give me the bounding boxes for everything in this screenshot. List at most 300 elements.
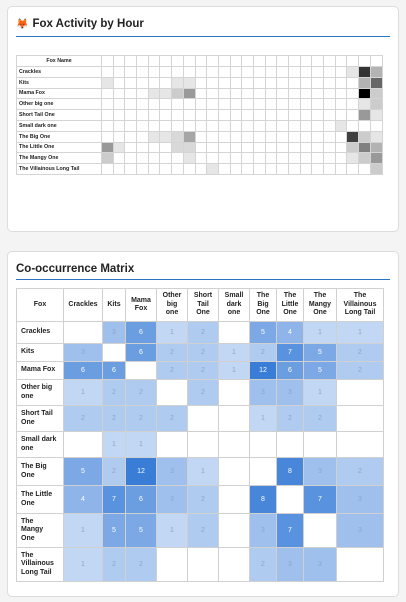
heatmap-row	[17, 131, 383, 142]
heatmap-cell	[230, 88, 242, 99]
heatmap-cell	[370, 120, 382, 131]
heatmap-cell	[324, 153, 336, 164]
matrix-cell	[219, 380, 250, 406]
heatmap-cell	[289, 110, 301, 121]
heatmap-cell	[230, 120, 242, 131]
heatmap-cell	[312, 131, 324, 142]
matrix-cell: 1	[188, 458, 219, 486]
matrix-cell: 2	[103, 548, 126, 582]
heatmap-cell	[289, 142, 301, 153]
heatmap-cell	[125, 110, 137, 121]
heatmap-cell	[253, 88, 265, 99]
activity-title-rule	[16, 36, 390, 37]
heatmap-cell	[195, 110, 207, 121]
heatmap-cell	[230, 77, 242, 88]
matrix-cell	[337, 380, 384, 406]
matrix-cell: 2	[64, 406, 103, 432]
heatmap-row	[17, 164, 383, 175]
matrix-cell	[188, 406, 219, 432]
matrix-cell: 6	[126, 322, 157, 344]
heatmap-cell	[183, 77, 195, 88]
heatmap-cell	[265, 99, 277, 110]
matrix-cell: 7	[304, 486, 337, 514]
heatmap-cell	[195, 164, 207, 175]
matrix-cell: 2	[103, 406, 126, 432]
matrix-cell: 3	[250, 514, 277, 548]
matrix-row-header: Crackles	[17, 322, 64, 344]
heatmap-cell	[137, 164, 149, 175]
heatmap-cell	[370, 164, 382, 175]
heatmap-cell	[347, 164, 359, 175]
heatmap-cell	[277, 142, 289, 153]
heatmap-cell	[347, 110, 359, 121]
heatmap-cell	[359, 67, 371, 78]
heatmap-cell	[207, 131, 219, 142]
heatmap-cell	[300, 142, 312, 153]
matrix-cell: 3	[277, 548, 304, 582]
heatmap-cell	[289, 77, 301, 88]
heatmap-hour-header	[102, 56, 114, 67]
heatmap-cell	[242, 88, 254, 99]
matrix-cell	[219, 322, 250, 344]
heatmap-cell	[148, 131, 160, 142]
matrix-row-header: The Mangy One	[17, 514, 64, 548]
heatmap-row	[17, 99, 383, 110]
heatmap-cell	[253, 153, 265, 164]
heatmap-cell	[289, 164, 301, 175]
matrix-cell: 6	[126, 344, 157, 362]
matrix-row	[17, 380, 384, 406]
heatmap-cell	[148, 120, 160, 131]
heatmap-cell	[335, 67, 347, 78]
heatmap-cell	[324, 164, 336, 175]
heatmap-cell	[253, 77, 265, 88]
heatmap-cell	[113, 99, 125, 110]
matrix-cell: 5	[304, 344, 337, 362]
heatmap-fox-name: Other big one	[17, 99, 102, 110]
heatmap-cell	[242, 99, 254, 110]
matrix-cell	[157, 432, 188, 458]
heatmap-cell	[218, 99, 230, 110]
heatmap-cell	[242, 153, 254, 164]
heatmap-cell	[102, 110, 114, 121]
matrix-cell	[126, 362, 157, 380]
heatmap-cell	[102, 164, 114, 175]
heatmap-cell	[300, 67, 312, 78]
heatmap-row	[17, 153, 383, 164]
matrix-cell: 2	[337, 344, 384, 362]
heatmap-hour-header	[265, 56, 277, 67]
heatmap-hour-header	[335, 56, 347, 67]
heatmap-cell	[207, 88, 219, 99]
heatmap-cell	[335, 88, 347, 99]
heatmap-cell	[359, 120, 371, 131]
cooccurrence-title: Co-occurrence Matrix	[16, 263, 135, 275]
matrix-cell	[219, 514, 250, 548]
matrix-cell: 2	[188, 322, 219, 344]
heatmap-cell	[242, 120, 254, 131]
matrix-cell: 3	[304, 548, 337, 582]
heatmap-cell	[183, 142, 195, 153]
matrix-cell: 7	[277, 344, 304, 362]
heatmap-cell	[125, 120, 137, 131]
matrix-cell: 5	[304, 362, 337, 380]
heatmap-cell	[324, 120, 336, 131]
heatmap-row	[17, 142, 383, 153]
heatmap-cell	[137, 77, 149, 88]
matrix-cell	[304, 514, 337, 548]
matrix-cell: 7	[277, 514, 304, 548]
heatmap-cell	[113, 131, 125, 142]
heatmap-hour-header	[160, 56, 172, 67]
heatmap-cell	[183, 67, 195, 78]
heatmap-cell	[370, 131, 382, 142]
heatmap-hour-header	[253, 56, 265, 67]
matrix-cell	[277, 486, 304, 514]
heatmap-hour-header	[172, 56, 184, 67]
heatmap-cell	[218, 88, 230, 99]
matrix-cell: 1	[103, 432, 126, 458]
heatmap-cell	[242, 142, 254, 153]
matrix-cell	[277, 432, 304, 458]
heatmap-cell	[113, 67, 125, 78]
heatmap-hour-header	[113, 56, 125, 67]
matrix-cell: 2	[188, 344, 219, 362]
matrix-cell: 2	[103, 458, 126, 486]
heatmap-cell	[242, 131, 254, 142]
heatmap-cell	[148, 88, 160, 99]
heatmap-cell	[359, 88, 371, 99]
heatmap-cell	[265, 77, 277, 88]
heatmap-cell	[172, 120, 184, 131]
heatmap-cell	[324, 67, 336, 78]
heatmap-row	[17, 110, 383, 121]
heatmap-cell	[195, 131, 207, 142]
heatmap-hour-header	[207, 56, 219, 67]
heatmap-hour-header	[289, 56, 301, 67]
heatmap-cell	[277, 164, 289, 175]
heatmap-cell	[300, 153, 312, 164]
heatmap-cell	[312, 88, 324, 99]
activity-card	[7, 6, 399, 232]
matrix-cell: 2	[337, 362, 384, 380]
heatmap-cell	[218, 67, 230, 78]
heatmap-cell	[289, 153, 301, 164]
heatmap-cell	[277, 77, 289, 88]
heatmap-cell	[335, 120, 347, 131]
matrix-column-header: The Little One	[277, 289, 304, 322]
matrix-row	[17, 344, 384, 362]
heatmap-cell	[253, 110, 265, 121]
heatmap-fox-name: The Villainous Long Tail	[17, 164, 102, 175]
heatmap-cell	[207, 99, 219, 110]
heatmap-cell	[359, 99, 371, 110]
heatmap-cell	[148, 153, 160, 164]
heatmap-cell	[265, 153, 277, 164]
matrix-row	[17, 432, 384, 458]
heatmap-cell	[148, 99, 160, 110]
heatmap-cell	[230, 153, 242, 164]
matrix-cell	[157, 548, 188, 582]
heatmap-cell	[265, 88, 277, 99]
heatmap-cell	[347, 120, 359, 131]
matrix-cell: 8	[250, 486, 277, 514]
heatmap-hour-header	[230, 56, 242, 67]
heatmap-cell	[359, 77, 371, 88]
heatmap-cell	[230, 164, 242, 175]
heatmap-cell	[370, 153, 382, 164]
matrix-row-header: The Little One	[17, 486, 64, 514]
matrix-cell: 8	[277, 458, 304, 486]
matrix-cell: 1	[304, 380, 337, 406]
heatmap-hour-header	[300, 56, 312, 67]
heatmap-cell	[137, 142, 149, 153]
heatmap-cell	[312, 142, 324, 153]
matrix-cell: 6	[277, 362, 304, 380]
heatmap-cell	[359, 142, 371, 153]
heatmap-cell	[289, 67, 301, 78]
matrix-column-header: Other big one	[157, 289, 188, 322]
heatmap-cell	[207, 77, 219, 88]
matrix-cell: 3	[250, 380, 277, 406]
heatmap-cell	[324, 142, 336, 153]
heatmap-cell	[324, 99, 336, 110]
heatmap-cell	[125, 142, 137, 153]
heatmap-cell	[253, 164, 265, 175]
heatmap-cell	[312, 164, 324, 175]
heatmap-cell	[277, 153, 289, 164]
heatmap-cell	[172, 131, 184, 142]
heatmap-cell	[218, 120, 230, 131]
heatmap-cell	[102, 88, 114, 99]
heatmap-cell	[125, 77, 137, 88]
heatmap-cell	[312, 120, 324, 131]
matrix-cell: 5	[126, 514, 157, 548]
heatmap-cell	[160, 131, 172, 142]
heatmap-cell	[265, 110, 277, 121]
matrix-cell: 1	[337, 322, 384, 344]
heatmap-cell	[253, 67, 265, 78]
heatmap-cell	[160, 99, 172, 110]
heatmap-cell	[347, 142, 359, 153]
heatmap-cell	[253, 99, 265, 110]
matrix-cell: 1	[64, 514, 103, 548]
matrix-row	[17, 362, 384, 380]
heatmap-cell	[172, 164, 184, 175]
heatmap-cell	[207, 153, 219, 164]
heatmap-cell	[265, 120, 277, 131]
heatmap-row	[17, 120, 383, 131]
heatmap-cell	[324, 131, 336, 142]
matrix-cell	[337, 406, 384, 432]
heatmap-row	[17, 88, 383, 99]
heatmap-cell	[207, 142, 219, 153]
matrix-cell	[157, 380, 188, 406]
matrix-cell: 5	[103, 514, 126, 548]
heatmap-cell	[300, 164, 312, 175]
heatmap-cell	[242, 67, 254, 78]
heatmap-cell	[137, 67, 149, 78]
heatmap-hour-header	[195, 56, 207, 67]
heatmap-cell	[125, 88, 137, 99]
matrix-cell: 1	[304, 322, 337, 344]
heatmap-cell	[300, 88, 312, 99]
heatmap-cell	[277, 110, 289, 121]
heatmap-cell	[265, 164, 277, 175]
heatmap-cell	[183, 99, 195, 110]
matrix-cell	[64, 322, 103, 344]
matrix-cell: 12	[250, 362, 277, 380]
matrix-cell	[337, 548, 384, 582]
heatmap-cell	[148, 110, 160, 121]
heatmap-hour-header	[137, 56, 149, 67]
matrix-cell: 2	[126, 380, 157, 406]
heatmap-cell	[183, 153, 195, 164]
heatmap-cell	[218, 153, 230, 164]
heatmap-cell	[207, 120, 219, 131]
matrix-cell: 3	[64, 344, 103, 362]
heatmap-cell	[207, 110, 219, 121]
heatmap-hour-header	[324, 56, 336, 67]
heatmap-cell	[300, 99, 312, 110]
matrix-cell: 3	[157, 486, 188, 514]
heatmap-cell	[230, 131, 242, 142]
matrix-cell: 3	[277, 380, 304, 406]
heatmap-cell	[207, 67, 219, 78]
heatmap-cell	[183, 164, 195, 175]
matrix-cell: 1	[64, 380, 103, 406]
heatmap-cell	[347, 67, 359, 78]
heatmap-cell	[183, 110, 195, 121]
heatmap-cell	[312, 77, 324, 88]
heatmap-cell	[265, 131, 277, 142]
heatmap-cell	[370, 77, 382, 88]
heatmap-fox-name: Small dark one	[17, 120, 102, 131]
heatmap-cell	[300, 77, 312, 88]
matrix-cell	[188, 432, 219, 458]
heatmap-cell	[183, 131, 195, 142]
heatmap-cell	[195, 99, 207, 110]
heatmap-cell	[359, 153, 371, 164]
matrix-cell: 2	[250, 344, 277, 362]
heatmap-cell	[113, 88, 125, 99]
matrix-cell: 2	[188, 514, 219, 548]
matrix-cell: 1	[126, 432, 157, 458]
heatmap-cell	[277, 88, 289, 99]
matrix-column-header: The Mangy One	[304, 289, 337, 322]
heatmap-cell	[265, 67, 277, 78]
matrix-row-header: The Big One	[17, 458, 64, 486]
heatmap-cell	[289, 120, 301, 131]
heatmap-cell	[289, 99, 301, 110]
matrix-cell: 1	[219, 344, 250, 362]
heatmap-cell	[265, 142, 277, 153]
heatmap-cell	[160, 77, 172, 88]
matrix-corner-header: Fox	[17, 289, 64, 322]
matrix-column-header: Mama Fox	[126, 289, 157, 322]
matrix-cell: 2	[188, 380, 219, 406]
matrix-cell	[337, 432, 384, 458]
heatmap-cell	[347, 99, 359, 110]
heatmap-cell	[195, 67, 207, 78]
heatmap-name-header: Fox Name	[17, 56, 102, 67]
heatmap-row	[17, 77, 383, 88]
matrix-cell: 2	[188, 486, 219, 514]
heatmap-cell	[335, 153, 347, 164]
matrix-cell: 4	[64, 486, 103, 514]
heatmap-cell	[172, 99, 184, 110]
heatmap-cell	[335, 142, 347, 153]
matrix-row	[17, 322, 384, 344]
heatmap-cell	[370, 110, 382, 121]
heatmap-cell	[253, 142, 265, 153]
matrix-cell: 2	[157, 362, 188, 380]
heatmap-cell	[277, 99, 289, 110]
heatmap-cell	[242, 110, 254, 121]
matrix-row	[17, 514, 384, 548]
heatmap-cell	[102, 99, 114, 110]
heatmap-cell	[195, 153, 207, 164]
heatmap-cell	[160, 88, 172, 99]
heatmap-hour-header	[370, 56, 382, 67]
heatmap-cell	[347, 77, 359, 88]
matrix-cell: 1	[219, 362, 250, 380]
heatmap-cell	[148, 77, 160, 88]
matrix-cell: 3	[103, 322, 126, 344]
heatmap-cell	[300, 110, 312, 121]
heatmap-hour-header	[359, 56, 371, 67]
heatmap-cell	[347, 153, 359, 164]
heatmap-cell	[172, 77, 184, 88]
matrix-row	[17, 406, 384, 432]
matrix-cell	[219, 406, 250, 432]
heatmap-hour-header	[183, 56, 195, 67]
matrix-cell: 5	[250, 322, 277, 344]
heatmap-cell	[125, 153, 137, 164]
heatmap-cell	[113, 153, 125, 164]
matrix-column-header: The Villainous Long Tail	[337, 289, 384, 322]
matrix-column-header: The Big One	[250, 289, 277, 322]
heatmap-fox-name: Kits	[17, 77, 102, 88]
heatmap-cell	[113, 110, 125, 121]
heatmap-cell	[277, 131, 289, 142]
matrix-cell: 5	[64, 458, 103, 486]
matrix-cell	[64, 432, 103, 458]
cooccurrence-matrix	[16, 288, 384, 582]
heatmap-cell	[148, 142, 160, 153]
heatmap-cell	[160, 142, 172, 153]
heatmap-cell	[172, 67, 184, 78]
heatmap-cell	[312, 67, 324, 78]
heatmap-cell	[137, 131, 149, 142]
matrix-cell: 2	[157, 406, 188, 432]
heatmap-cell	[113, 77, 125, 88]
matrix-cell: 2	[188, 362, 219, 380]
heatmap-cell	[195, 120, 207, 131]
heatmap-hour-header	[347, 56, 359, 67]
matrix-cell: 3	[157, 458, 188, 486]
heatmap-cell	[370, 99, 382, 110]
matrix-cell: 6	[126, 486, 157, 514]
heatmap-cell	[183, 88, 195, 99]
heatmap-cell	[289, 88, 301, 99]
heatmap-cell	[312, 110, 324, 121]
heatmap-cell	[195, 77, 207, 88]
heatmap-cell	[125, 67, 137, 78]
matrix-cell: 6	[103, 362, 126, 380]
heatmap-cell	[218, 142, 230, 153]
heatmap-cell	[102, 131, 114, 142]
